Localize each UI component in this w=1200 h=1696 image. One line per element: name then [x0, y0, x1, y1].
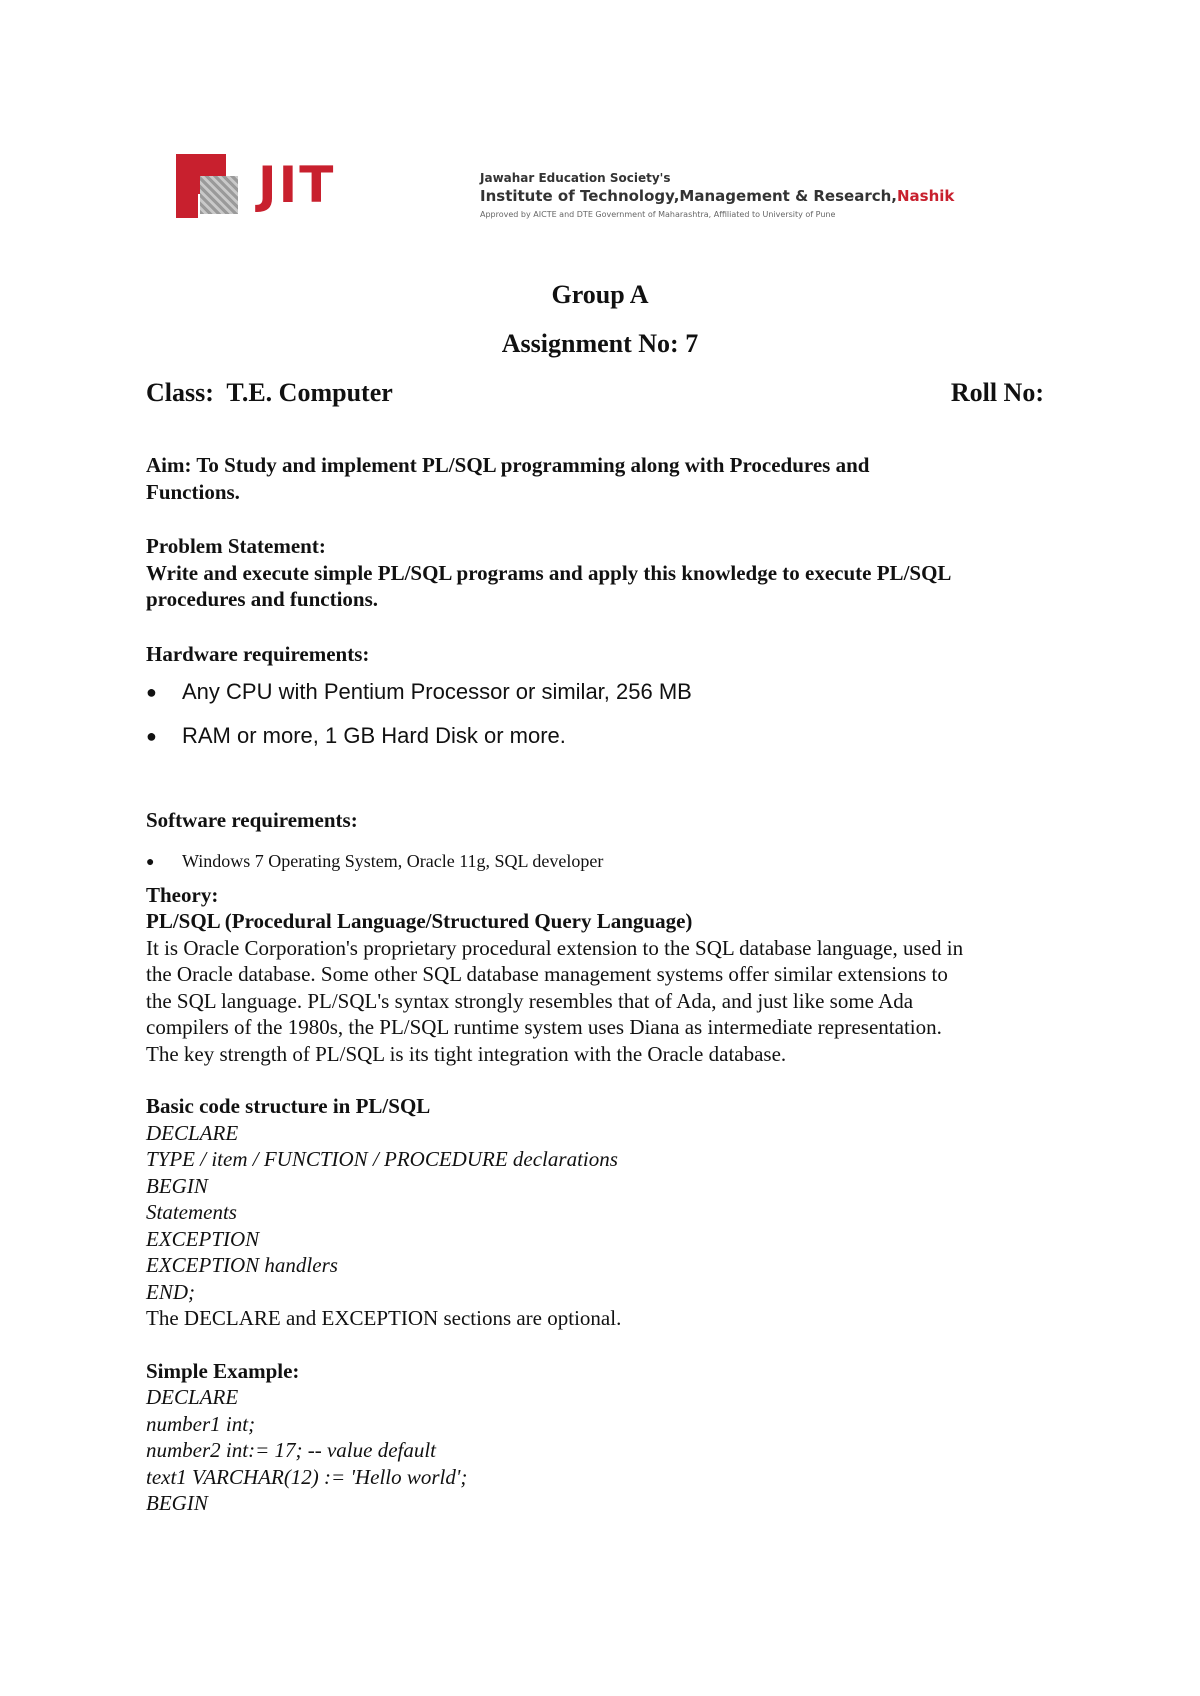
theory-subheading: PL/SQL (Procedural Language/Structured Query Language) — [146, 909, 693, 933]
list-item: ● RAM or more, 1 GB Hard Disk or more. — [146, 723, 566, 748]
problem-line-1: Write and execute simple PL/SQL programs and apply this knowledge to execute PL/SQL — [146, 560, 952, 585]
code-line: TYPE / item / FUNCTION / PROCEDURE declarations — [146, 1147, 618, 1171]
roll-label: Roll No: — [950, 378, 1044, 407]
problem-heading: Problem Statement: — [146, 534, 326, 558]
software-item-text: Windows 7 Operating System, Oracle 11g, SQL developer — [182, 850, 604, 871]
code-line: EXCEPTION — [146, 1226, 260, 1251]
society-name: Jawahar Education Society's — [480, 171, 671, 185]
logo-wordmark: JIT — [258, 156, 336, 214]
code-line: text1 VARCHAR(12) := 'Hello world'; — [146, 1464, 468, 1489]
institute-city: Nashik — [896, 187, 955, 205]
aim-line-2: Functions. — [146, 479, 240, 504]
structure-note: The DECLARE and EXCEPTION sections are optional. — [146, 1306, 622, 1330]
institute-name-text: Institute of Technology,Management & Research, — [480, 187, 897, 205]
aim-line-1: Aim: To Study and implement PL/SQL programming along with Procedures and — [146, 453, 870, 477]
hardware-item-text: RAM or more, 1 GB Hard Disk or more. — [182, 723, 566, 748]
institute-name — [480, 186, 954, 206]
theory-heading: Theory: — [146, 882, 219, 907]
approval-note: Approved by AICTE and DTE Government of Maharashtra, Affiliated to University of Pune — [480, 210, 836, 219]
group-title: Group A — [551, 280, 649, 309]
theory-line: The key strength of PL/SQL is its tight integration with the Oracle database. — [146, 1041, 787, 1066]
logo-mark-icon — [176, 154, 240, 218]
assignment-title: Assignment No: 7 — [501, 329, 699, 358]
list-item: ● Windows 7 Operating System, Oracle 11g, SQL developer — [146, 850, 604, 871]
software-heading: Software requirements: — [146, 808, 358, 832]
code-line: DECLARE — [146, 1120, 239, 1145]
class-label: Class: T.E. Computer — [146, 378, 393, 407]
institute-header — [480, 170, 954, 222]
document-body — [146, 452, 1066, 1517]
theory-line: the Oracle database. Some other SQL database management systems offer similar extensions to — [146, 962, 948, 986]
code-line: BEGIN — [146, 1173, 208, 1198]
software-list — [0, 848, 1066, 874]
code-line: number1 int; — [146, 1411, 256, 1436]
code-line: EXCEPTION handlers — [146, 1253, 338, 1277]
code-line: BEGIN — [146, 1491, 208, 1515]
theory-line: compilers of the 1980s, the PL/SQL runtime system uses Diana as intermediate representation. — [146, 1015, 942, 1039]
list-item: ● Any CPU with Pentium Processor or similar, 256 MB — [146, 679, 692, 704]
problem-line-2: procedures and functions. — [146, 587, 379, 611]
hardware-list — [0, 679, 1066, 749]
class-row — [146, 378, 1044, 408]
code-line: END; — [146, 1279, 195, 1304]
jit-logo — [176, 154, 446, 224]
code-line: Statements — [146, 1200, 237, 1224]
structure-heading: Basic code structure in PL/SQL — [146, 1094, 431, 1118]
example-heading: Simple Example: — [146, 1358, 300, 1383]
code-line: DECLARE — [146, 1385, 239, 1409]
code-line: number2 int:= 17; -- value default — [146, 1438, 437, 1462]
hardware-item-text: Any CPU with Pentium Processor or similar, 256 MB — [182, 679, 692, 704]
theory-line: It is Oracle Corporation's proprietary procedural extension to the SQL database language, used in — [146, 935, 964, 960]
hardware-heading: Hardware requirements: — [146, 641, 370, 666]
theory-line: the SQL language. PL/SQL's syntax strongly resembles that of Ada, and just like some Ada — [146, 988, 914, 1013]
